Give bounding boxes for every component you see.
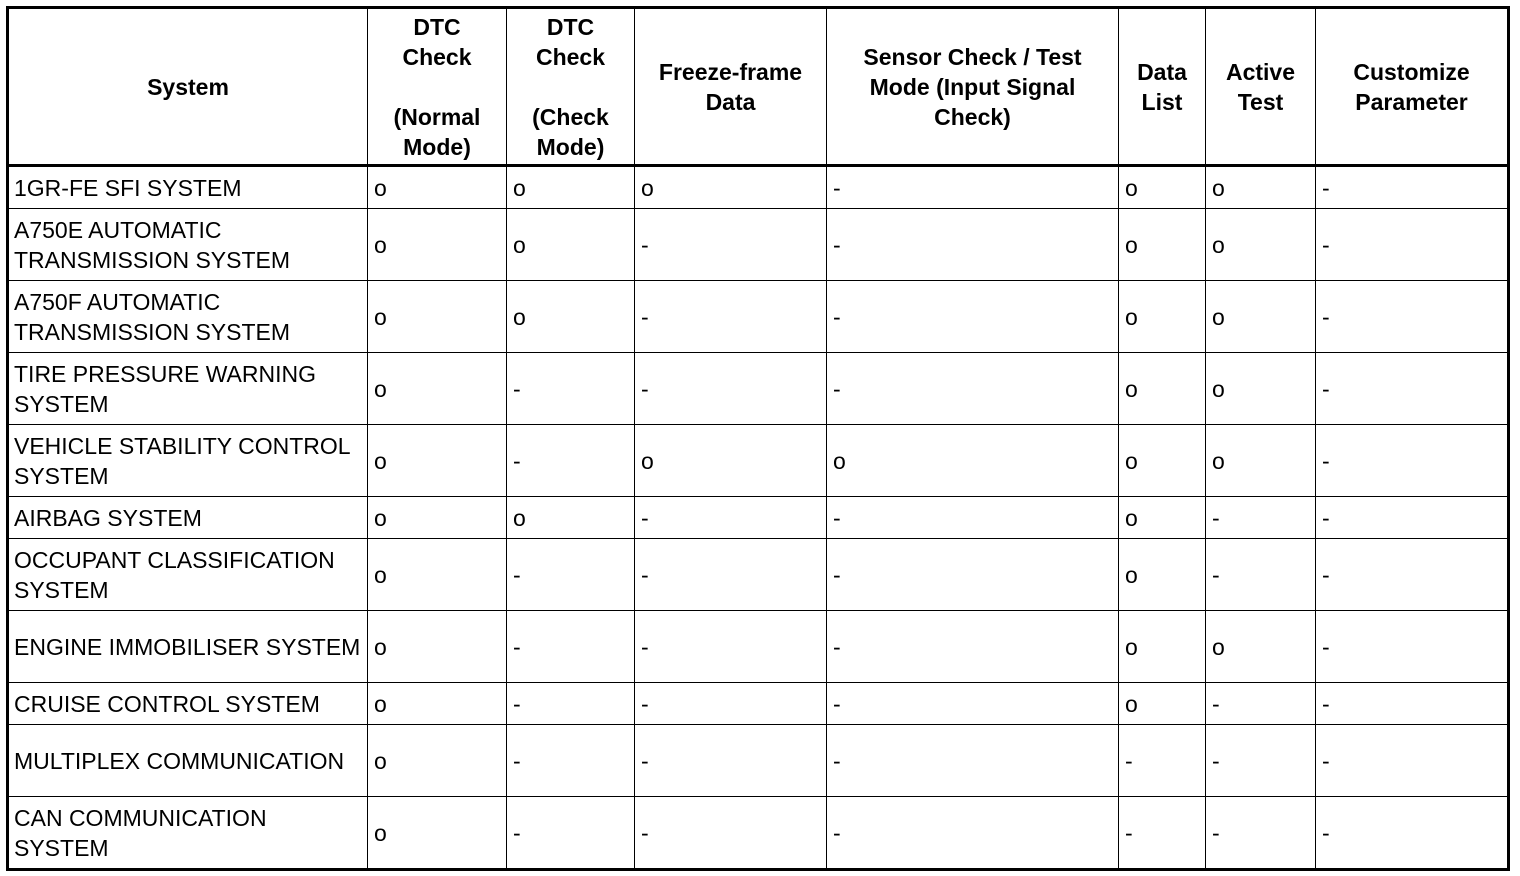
data-list-cell: o <box>1119 353 1206 425</box>
header-dtc-check-normal-mode: DTC Check (Normal Mode) <box>368 8 507 166</box>
data-list-cell: o <box>1119 539 1206 611</box>
dtc-normal-cell: o <box>368 497 507 539</box>
active-test-cell: o <box>1206 209 1316 281</box>
table-row <box>8 725 1509 797</box>
dtc-normal-cell: o <box>368 281 507 353</box>
active-test-cell: - <box>1206 725 1316 797</box>
data-list-cell: o <box>1119 611 1206 683</box>
active-test-cell: - <box>1206 683 1316 725</box>
data-list-cell: - <box>1119 725 1206 797</box>
freeze-frame-cell: - <box>635 209 827 281</box>
diagnosis-function-table <box>6 6 1510 871</box>
freeze-frame-cell: - <box>635 611 827 683</box>
header-row <box>8 8 1509 166</box>
table-row <box>8 611 1509 683</box>
header-data-list: Data List <box>1119 8 1206 166</box>
dtc-normal-cell: o <box>368 611 507 683</box>
header-customize-parameter: Customize Parameter <box>1316 8 1509 166</box>
data-list-cell: o <box>1119 683 1206 725</box>
data-list-cell: o <box>1119 497 1206 539</box>
data-list-cell: - <box>1119 797 1206 870</box>
active-test-cell: - <box>1206 797 1316 870</box>
freeze-frame-cell: - <box>635 281 827 353</box>
sensor-check-cell: - <box>827 683 1119 725</box>
data-list-cell: o <box>1119 166 1206 209</box>
dtc-check-cell: o <box>507 209 635 281</box>
system-name-cell: VEHICLE STABILITY CONTROL SYSTEM <box>8 425 368 497</box>
active-test-cell: o <box>1206 425 1316 497</box>
freeze-frame-cell: - <box>635 683 827 725</box>
system-name-cell: A750E AUTOMATIC TRANSMISSION SYSTEM <box>8 209 368 281</box>
dtc-normal-cell: o <box>368 539 507 611</box>
dtc-check-cell: o <box>507 497 635 539</box>
data-list-cell: o <box>1119 281 1206 353</box>
dtc-check-cell: - <box>507 797 635 870</box>
table-row <box>8 683 1509 725</box>
freeze-frame-cell: - <box>635 539 827 611</box>
header-freeze-frame-data: Freeze-frame Data <box>635 8 827 166</box>
sensor-check-cell: - <box>827 539 1119 611</box>
customize-parameter-cell: - <box>1316 497 1509 539</box>
freeze-frame-cell: o <box>635 425 827 497</box>
table-row <box>8 539 1509 611</box>
dtc-check-cell: o <box>507 281 635 353</box>
customize-parameter-cell: - <box>1316 166 1509 209</box>
table-row <box>8 497 1509 539</box>
system-name-cell: AIRBAG SYSTEM <box>8 497 368 539</box>
sensor-check-cell: - <box>827 497 1119 539</box>
active-test-cell: o <box>1206 353 1316 425</box>
sensor-check-cell: - <box>827 166 1119 209</box>
data-list-cell: o <box>1119 425 1206 497</box>
dtc-check-cell: - <box>507 539 635 611</box>
system-name-cell: 1GR-FE SFI SYSTEM <box>8 166 368 209</box>
active-test-cell: o <box>1206 611 1316 683</box>
header-dtc-check-check-mode: DTC Check (Check Mode) <box>507 8 635 166</box>
data-list-cell: o <box>1119 209 1206 281</box>
dtc-check-cell: - <box>507 353 635 425</box>
customize-parameter-cell: - <box>1316 797 1509 870</box>
dtc-normal-cell: o <box>368 425 507 497</box>
table-row <box>8 353 1509 425</box>
system-name-cell: TIRE PRESSURE WARNING SYSTEM <box>8 353 368 425</box>
table-row <box>8 166 1509 209</box>
system-name-cell: MULTIPLEX COMMUNICATION <box>8 725 368 797</box>
customize-parameter-cell: - <box>1316 353 1509 425</box>
customize-parameter-cell: - <box>1316 425 1509 497</box>
sensor-check-cell: - <box>827 281 1119 353</box>
system-name-cell: CAN COMMUNICATION SYSTEM <box>8 797 368 870</box>
dtc-check-cell: - <box>507 425 635 497</box>
sensor-check-cell: o <box>827 425 1119 497</box>
header-sensor-check-test-mode: Sensor Check / Test Mode (Input Signal Check) <box>827 8 1119 166</box>
customize-parameter-cell: - <box>1316 683 1509 725</box>
sensor-check-cell: - <box>827 209 1119 281</box>
dtc-check-cell: - <box>507 725 635 797</box>
freeze-frame-cell: o <box>635 166 827 209</box>
system-name-cell: A750F AUTOMATIC TRANSMISSION SYSTEM <box>8 281 368 353</box>
freeze-frame-cell: - <box>635 725 827 797</box>
customize-parameter-cell: - <box>1316 611 1509 683</box>
system-name-cell: ENGINE IMMOBILISER SYSTEM <box>8 611 368 683</box>
dtc-normal-cell: o <box>368 209 507 281</box>
sensor-check-cell: - <box>827 797 1119 870</box>
dtc-check-cell: o <box>507 166 635 209</box>
sensor-check-cell: - <box>827 353 1119 425</box>
dtc-check-cell: - <box>507 611 635 683</box>
freeze-frame-cell: - <box>635 797 827 870</box>
customize-parameter-cell: - <box>1316 281 1509 353</box>
active-test-cell: - <box>1206 539 1316 611</box>
dtc-normal-cell: o <box>368 683 507 725</box>
active-test-cell: o <box>1206 281 1316 353</box>
table-row <box>8 281 1509 353</box>
system-name-cell: CRUISE CONTROL SYSTEM <box>8 683 368 725</box>
active-test-cell: - <box>1206 497 1316 539</box>
freeze-frame-cell: - <box>635 497 827 539</box>
header-system: System <box>8 8 368 166</box>
active-test-cell: o <box>1206 166 1316 209</box>
customize-parameter-cell: - <box>1316 209 1509 281</box>
table-row <box>8 425 1509 497</box>
dtc-check-cell: - <box>507 683 635 725</box>
system-name-cell: OCCUPANT CLASSIFICATION SYSTEM <box>8 539 368 611</box>
header-active-test: Active Test <box>1206 8 1316 166</box>
sensor-check-cell: - <box>827 611 1119 683</box>
table-row <box>8 209 1509 281</box>
dtc-normal-cell: o <box>368 353 507 425</box>
customize-parameter-cell: - <box>1316 725 1509 797</box>
table-row <box>8 797 1509 870</box>
dtc-normal-cell: o <box>368 166 507 209</box>
dtc-normal-cell: o <box>368 797 507 870</box>
dtc-normal-cell: o <box>368 725 507 797</box>
sensor-check-cell: - <box>827 725 1119 797</box>
customize-parameter-cell: - <box>1316 539 1509 611</box>
freeze-frame-cell: - <box>635 353 827 425</box>
